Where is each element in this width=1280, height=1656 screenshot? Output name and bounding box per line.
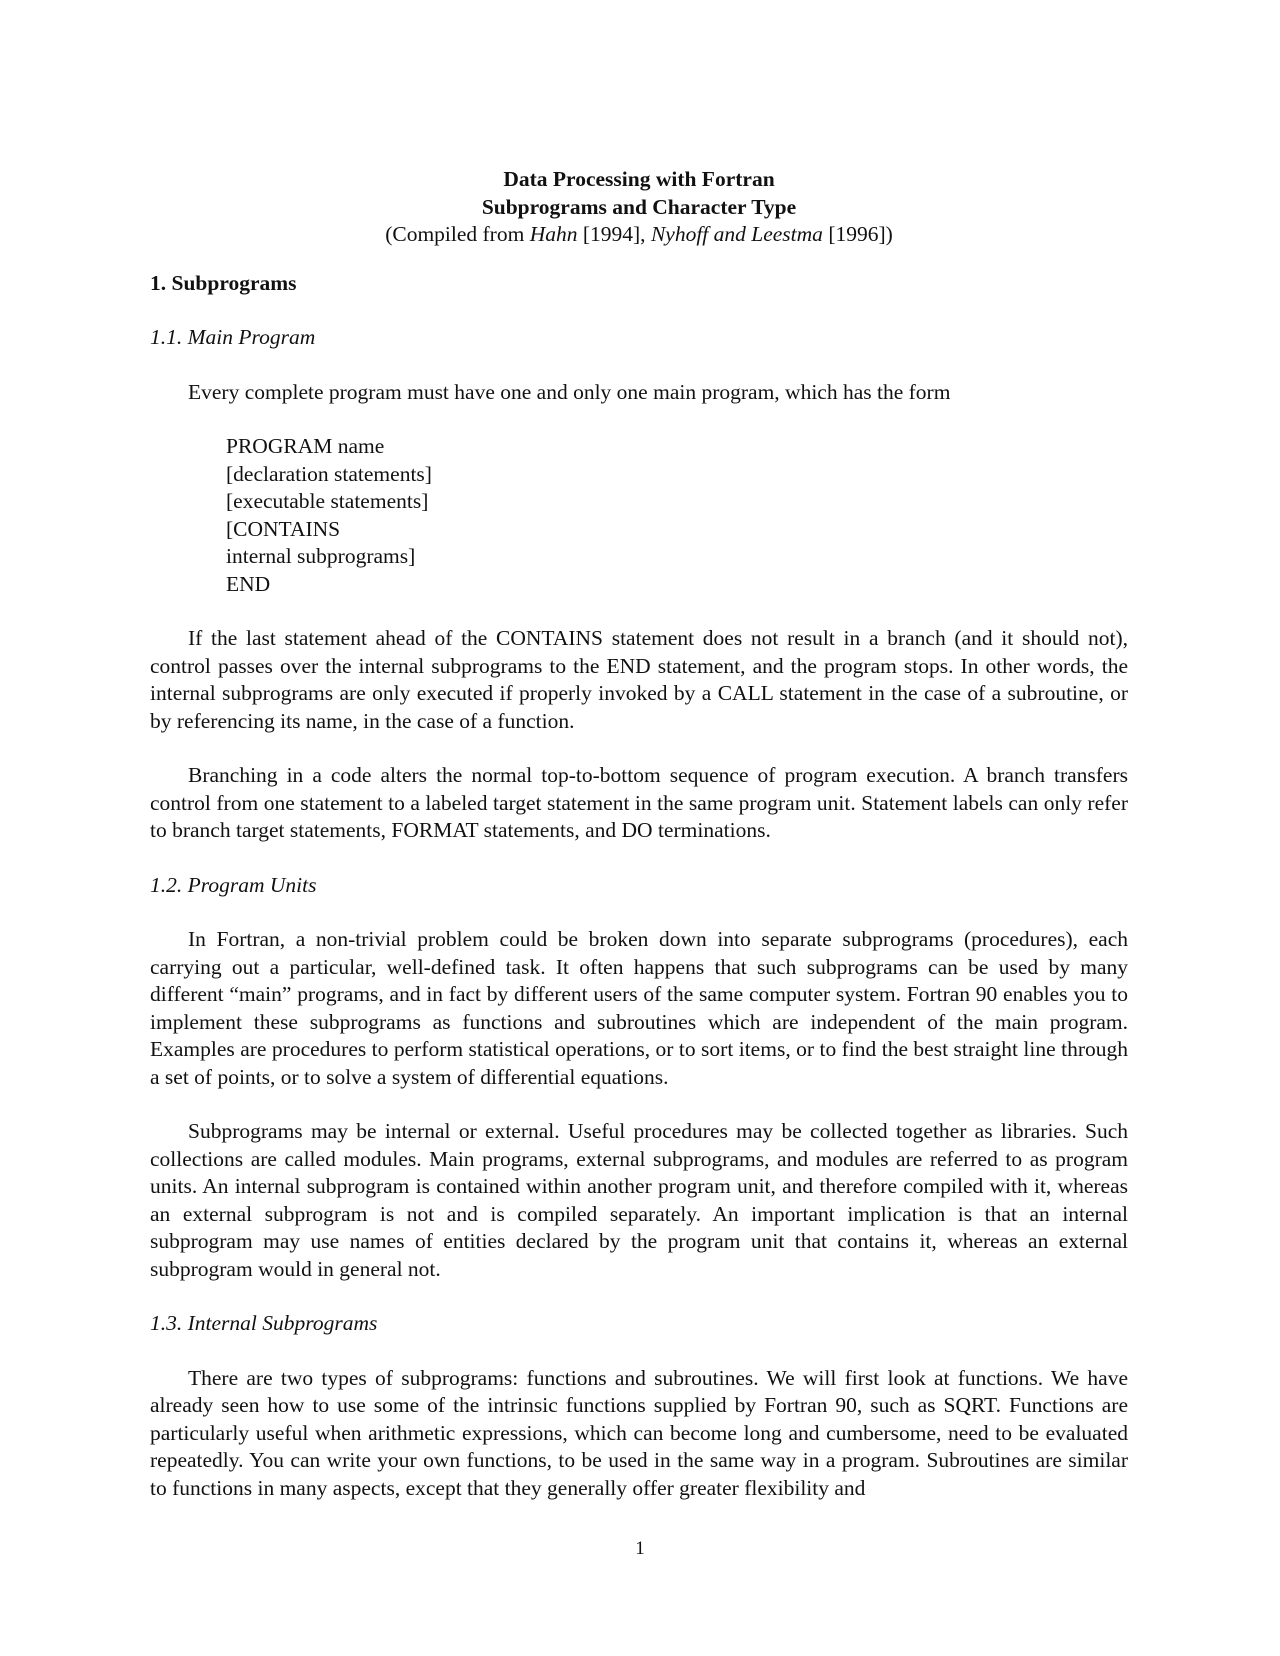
paragraph-contains-statement: If the last statement ahead of the CONTAINS statement does not result in a branch (and it should not), control passes over the internal subprograms to the END statement, and the program stops. In other words, the internal subprograms are only executed if properly invoked by a CALL statement in the case of a subroutine, or by referencing its name, in the case of a function. xyxy=(150,626,1128,733)
page-number: 1 xyxy=(635,1538,645,1559)
code-line: [executable statements] xyxy=(226,489,429,513)
subsection-heading-main-program: 1.1. Main Program xyxy=(150,325,316,349)
citation-author-nyhoff-leestma: Nyhoff and Leestma xyxy=(650,222,823,246)
page-content xyxy=(150,166,1128,1529)
paragraph-branching: Branching in a code alters the normal top-to-bottom sequence of program execution. A branch transfers control from one statement to a labeled target statement in the same program unit. Statement labels can only refer to branch target statements, FORMAT statements, and DO terminations. xyxy=(150,763,1128,842)
paragraph-program-units-intro: In Fortran, a non-trivial problem could be broken down into separate subprograms (procedures), each carrying out a particular, well-defined task. It often happens that such subprograms can be used by many different “main” programs, and in fact by different users of the same computer system. Fortran 90 enables you to implement these subprograms as functions and subroutines which are independent of the main program. Examples are procedures to perform statistical operations, or to sort items, or to find the best straight line through a set of points, or to solve a system of differential equations. xyxy=(150,927,1128,1089)
program-form-code-block xyxy=(226,433,1128,598)
section-heading-subprograms: 1. Subprograms xyxy=(150,270,297,295)
code-line: [declaration statements] xyxy=(226,461,432,486)
document-title: Data Processing with Fortran xyxy=(503,167,775,191)
code-line: PROGRAM name xyxy=(226,434,385,458)
code-line: END xyxy=(226,571,271,596)
code-line: internal subprograms] xyxy=(226,544,416,568)
citation-author-hahn: Hahn xyxy=(529,222,578,246)
subsection-heading-internal-subprograms: 1.3. Internal Subprograms xyxy=(150,1311,378,1335)
citation-year-1: [1994], xyxy=(577,222,651,246)
paragraph-internal-external: Subprograms may be internal or external. Useful procedures may be collected together as libraries. Such collections are called modules. Main programs, external subprograms, and modules are referred to as program units. An internal subprogram is contained within another program unit, and therefore compiled with it, whereas an external subprogram is not and is compiled separately. An important implication is that an internal subprogram may use names of entities declared by the program unit that contains it, whereas an external subprogram would in general not. xyxy=(150,1119,1128,1281)
citation-year-2: [1996]) xyxy=(822,222,893,246)
document-subtitle: Subprograms and Character Type xyxy=(481,194,797,219)
compiled-from-line xyxy=(150,221,1128,249)
paragraph-subprogram-types: There are two types of subprograms: functions and subroutines. We will first look at functions. We have already seen how to use some of the intrinsic functions supplied by Fortran 90, such as SQRT. Functions are particularly useful when arithmetic expressions, which can become long and cumbersome, need to be evaluated repeatedly. You can write your own functions, to be used in the same way in a program. Subroutines are similar to functions in many aspects, except that they generally offer greater flexibility and xyxy=(150,1365,1128,1500)
subsection-heading-program-units: 1.2. Program Units xyxy=(150,872,317,897)
code-line: [CONTAINS xyxy=(226,516,341,541)
compiled-prefix: (Compiled from xyxy=(385,222,530,246)
title-block xyxy=(150,166,1128,249)
paragraph-main-program-intro: Every complete program must have one and only one main program, which has the form xyxy=(188,379,951,404)
